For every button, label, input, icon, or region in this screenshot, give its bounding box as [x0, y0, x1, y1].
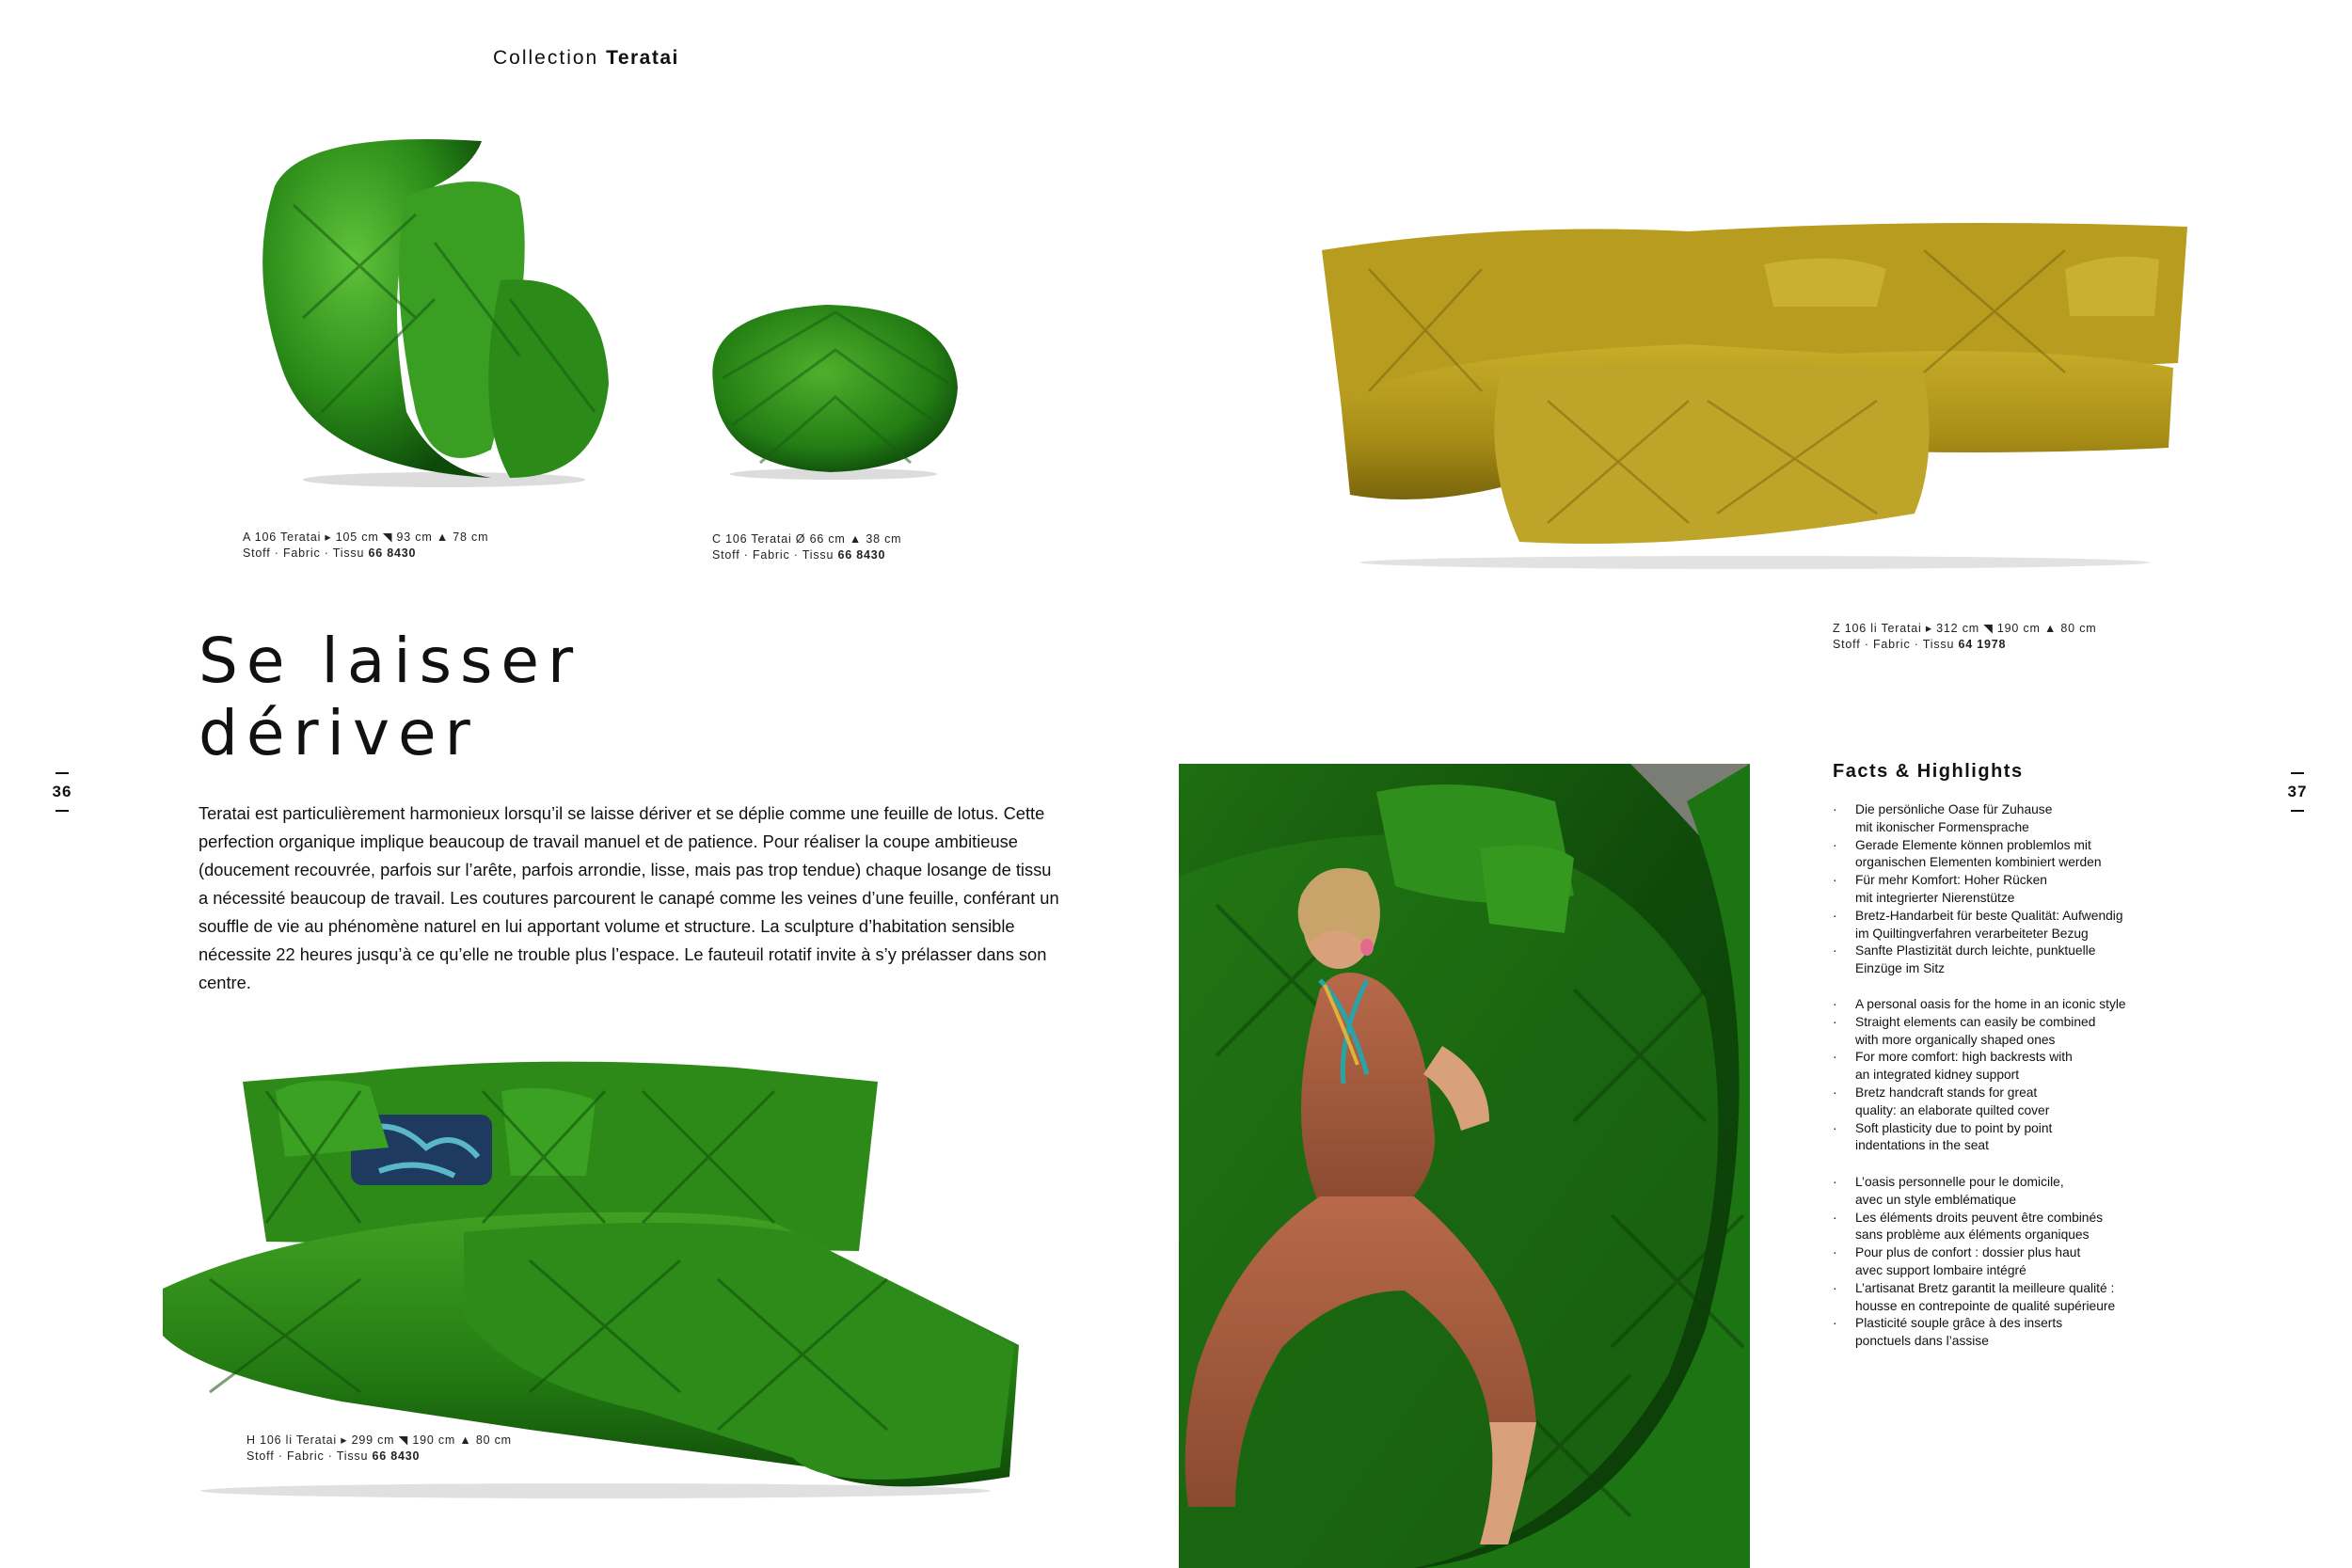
- fact-line: sans problème aux éléments organiques: [1855, 1227, 2090, 1243]
- armchair-caption: [243, 530, 488, 562]
- armchair-fabric: Stoff · Fabric · Tissu 66 8430: [243, 546, 417, 560]
- yellow-sofa-fabric-code: 64 1978: [1958, 638, 2007, 651]
- pouf-caption: [712, 531, 901, 563]
- fact-item: [1833, 872, 2209, 908]
- fact-item: [1833, 942, 2209, 978]
- fact-line: · L’oasis personnelle pour le domicile,: [1855, 1175, 2064, 1189]
- collection-name: Teratai: [606, 47, 679, 69]
- green-sofa-caption: [246, 1433, 512, 1465]
- fact-line: ponctuels dans l’assise: [1855, 1334, 1989, 1349]
- fact-line: · Plasticité souple grâce à des inserts: [1855, 1316, 2063, 1331]
- fact-item: [1833, 1014, 2209, 1050]
- fact-item: [1833, 996, 2209, 1014]
- headline: [199, 625, 581, 769]
- fact-line: · Bretz handcraft stands for great: [1855, 1085, 2038, 1100]
- fact-item: [1833, 1315, 2209, 1351]
- pouf-fabric-code: 66 8430: [837, 548, 886, 562]
- page-number-dash-top: [2291, 772, 2304, 774]
- armchair-dimensions: A 106 Teratai ▸ 105 cm ◥ 93 cm ▲ 78 cm: [243, 531, 489, 544]
- green-sofa-fabric-code: 66 8430: [372, 1449, 421, 1463]
- fact-line: mit integrierter Nierenstütze: [1855, 890, 2015, 905]
- green-sofa-image: [153, 1035, 1021, 1500]
- pouf-fabric: Stoff · Fabric · Tissu 66 8430: [712, 548, 886, 562]
- fact-line: avec support lombaire intégré: [1855, 1262, 2026, 1277]
- fact-item: [1833, 801, 2209, 837]
- fact-line: Einzüge im Sitz: [1855, 961, 1946, 976]
- fact-line: · Les éléments droits peuvent être combinés: [1855, 1210, 2104, 1225]
- page-number-dash-top: [56, 772, 69, 774]
- fact-line: indentations in the seat: [1855, 1138, 1989, 1153]
- yellow-sofa-caption: [1833, 621, 2096, 653]
- fact-line: · Gerade Elemente können problemlos mit: [1855, 837, 2091, 852]
- fact-line: im Quiltingverfahren verarbeiteter Bezug: [1855, 926, 2089, 941]
- collection-header: [493, 47, 679, 70]
- fact-line: · L’artisanat Bretz garantit la meilleure qualité :: [1855, 1280, 2115, 1295]
- fact-line: with more organically shaped ones: [1855, 1032, 2056, 1047]
- page-number-right: [2279, 772, 2316, 812]
- fact-line: housse en contrepointe de qualité supérieure: [1855, 1298, 2116, 1313]
- headline-line-1: Se laisser: [199, 625, 582, 697]
- page-number-right-value: 37: [2287, 783, 2308, 800]
- page-number-left-value: 36: [52, 783, 72, 800]
- fact-item: [1833, 1049, 2209, 1085]
- fact-line: · A personal oasis for the home in an iconic style: [1855, 997, 2126, 1011]
- fact-item: [1833, 1210, 2209, 1245]
- yellow-sofa-dimensions: Z 106 li Teratai ▸ 312 cm ◥ 190 cm ▲ 80 cm: [1833, 622, 2097, 635]
- pouf-dimensions: C 106 Teratai Ø 66 cm ▲ 38 cm: [712, 532, 902, 546]
- facts-title: Facts & Highlights: [1833, 761, 2024, 782]
- collection-prefix: Collection: [493, 47, 599, 69]
- fact-line: · Die persönliche Oase für Zuhause: [1855, 802, 2053, 816]
- pouf-image: [694, 293, 967, 482]
- fact-item: [1833, 1280, 2209, 1316]
- yellow-sofa-fabric: Stoff · Fabric · Tissu 64 1978: [1833, 638, 2007, 651]
- fact-item: [1833, 1244, 2209, 1280]
- facts-list-fr: [1833, 1174, 2209, 1351]
- page-number-left: [43, 772, 81, 812]
- fact-line: · Für mehr Komfort: Hoher Rücken: [1855, 873, 2047, 888]
- fact-line: · Soft plasticity due to point by point: [1855, 1120, 2053, 1135]
- fact-line: an integrated kidney support: [1855, 1068, 2020, 1083]
- fact-line: · Straight elements can easily be combined: [1855, 1014, 2096, 1029]
- fact-line: · Sanfte Plastizität durch leichte, punktuelle: [1855, 943, 2096, 958]
- page-number-dash-bottom: [2291, 810, 2304, 812]
- fact-line: mit ikonischer Formensprache: [1855, 819, 2029, 834]
- fact-line: · For more comfort: high backrests with: [1855, 1050, 2073, 1065]
- fact-item: [1833, 1174, 2209, 1210]
- green-sofa-dimensions: H 106 li Teratai ▸ 299 cm ◥ 190 cm ▲ 80 cm: [246, 1433, 512, 1447]
- fact-line: avec un style emblématique: [1855, 1192, 2017, 1207]
- fact-item: [1833, 908, 2209, 943]
- fact-line: organischen Elementen kombiniert werden: [1855, 855, 2102, 870]
- fact-item: [1833, 1120, 2209, 1156]
- lifestyle-photo: [1179, 764, 1750, 1568]
- facts-list-en: [1833, 996, 2209, 1155]
- green-sofa-fabric: Stoff · Fabric · Tissu 66 8430: [246, 1449, 421, 1463]
- fact-item: [1833, 837, 2209, 873]
- facts-list-de: [1833, 801, 2209, 978]
- fact-line: quality: an elaborate quilted cover: [1855, 1102, 2050, 1117]
- body-paragraph: Teratai est particulièrement harmonieux lorsqu’il se laisse dériver et se déplie comme une feuille de lotus. Cette perfection organique implique beaucoup de travail manuel et de patience. Pour réaliser la coupe ambitieuse (doucement recouvrée, parfois sur l’arête, parfois arrondie, lisse, mais pas trop tendue) chaque losange de tissu a nécessité beaucoup de travail. Les coutures parcourent le canapé comme les veines d’une feuille, conférant un souffle de vie au phénomène naturel en lui apportant volume et structure. La sculpture d’habitation sensible nécessite 22 heures jusqu’à ce qu’elle ne trouble plus l’espace. Le fauteuil rotatif invite à s’y prélasser dans son centre.: [199, 803, 1059, 992]
- headline-line-2: dériver: [199, 697, 479, 769]
- armchair-fabric-code: 66 8430: [368, 546, 417, 560]
- yellow-sofa-image: [1312, 213, 2192, 570]
- fact-item: [1833, 1085, 2209, 1120]
- page-number-dash-bottom: [56, 810, 69, 812]
- armchair-image: [246, 130, 613, 492]
- fact-line: · Pour plus de confort : dossier plus haut: [1855, 1245, 2081, 1260]
- fact-line: · Bretz-Handarbeit für beste Qualität: Aufwendig: [1855, 908, 2123, 923]
